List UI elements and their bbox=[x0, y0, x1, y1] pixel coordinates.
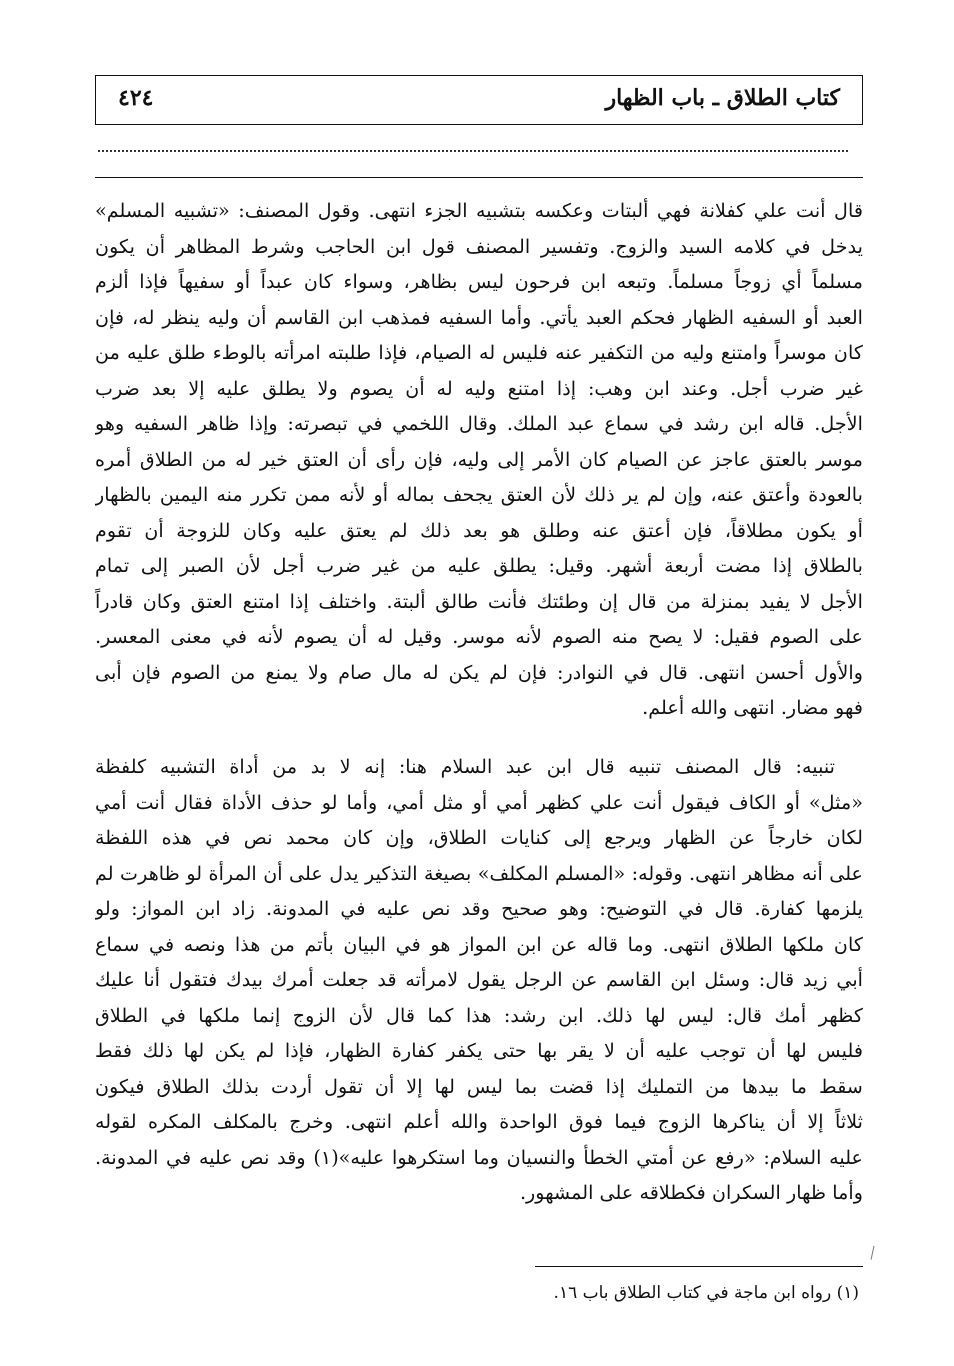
text-line: غير ضرب أجل. وعند ابن وهب: إذا امتنع وليه له أن يصوم ولا يطلق عليه إلا بعد ضرب bbox=[95, 376, 863, 400]
paragraph-sufih bbox=[95, 193, 863, 726]
text-line: قال أنت علي كفلانة فهي ألبتات وعكسه بتشبيه الجزء انتهى. وقول المصنف: «تشبيه المسلم» bbox=[95, 199, 863, 222]
footnote-rule bbox=[535, 1266, 863, 1267]
running-header bbox=[95, 75, 863, 125]
text-line: يدخل في كلامه السيد والزوج. وتفسير المصنف قول ابن الحاجب وشرط المظاهر أن يكون bbox=[95, 234, 863, 258]
text-line: أبي زيد قال: وسئل ابن القاسم عن الرجل يقول لامرأته قد جعلت أمرك بيدك فتقول أنا عليك bbox=[95, 968, 863, 991]
text-line: سقط ما بيدها من التمليك إذا قضت بما ليس لها إلا أن تقول أردت بذلك الطلاق فيكون bbox=[95, 1074, 863, 1098]
text-line: موسر بالعتق عاجز عن الصيام كان الأمر إلى وليه، فإن رأى أن العتق خير له من الطلاق أمره bbox=[95, 447, 863, 471]
text-line: الأجل. قاله ابن رشد في سماع عبد الملك. وقال اللخمي في تبصرته: وإذا ظاهر السفيه وهو bbox=[95, 412, 863, 435]
page-number: ٤٢٤ bbox=[118, 85, 154, 111]
chapter-title: كتاب الطلاق ـ باب الظهار bbox=[605, 85, 840, 111]
header-rule bbox=[95, 177, 863, 178]
text-line: فهو مضار. انتهى والله أعلم. bbox=[642, 696, 863, 719]
text-line: فليس لها أن توجب عليه أن لا يقر بها حتى يكفر كفارة الظهار، فإذا لم يكن لها ذلك فقط bbox=[95, 1039, 863, 1062]
text-line: كظهر أمك قال: ليس لها ذلك. ابن رشد: هذا كما قال لأن الزوج إنما ملكها في الطلاق bbox=[95, 1003, 863, 1027]
text-line: على أنه مظاهر انتهى. وقوله: «المسلم المكلف» بصيغة التذكير يدل على أن المرأة لو ظاهرت لم bbox=[95, 861, 863, 885]
text-line: العبد أو السفيه الظهار فحكم العبد يأتي. وأما السفيه فمذهب ابن القاسم أن وليه ينظر له، فإن bbox=[95, 305, 863, 329]
text-line: وأما ظهار السكران فكطلاقه على المشهور. bbox=[519, 1181, 863, 1204]
text-line: كان ملكها الطلاق انتهى. وما قاله عن ابن المواز هو في البيان بأتم من هذا ونصه في سماع bbox=[95, 932, 863, 956]
text-line: كان موسراً وامتنع وليه من التكفير عنه فليس له الصيام، فإذا طلبته امرأته بالوطء طلق عليه من bbox=[95, 341, 863, 364]
text-line: لكان خارجاً عن الظهار ويرجع إلى كنايات الطلاق، وإن كان محمد نص في هذه اللفظة bbox=[95, 826, 863, 849]
text-line: بالعودة وأعتق عنه، وإن لم ير ذلك لأن العتق يجحف بماله أو لأنه ممن تكرر منه اليمين بالظهار bbox=[95, 483, 863, 506]
footnote: (١) رواه ابن ماجة في كتاب الطلاق باب ١٦. bbox=[553, 1283, 859, 1303]
text-line: عليه السلام: «رفع عن أمتي الخطأ والنسيان وما استكرهوا عليه»(١) وقد نص عليه في المدونة. bbox=[95, 1145, 863, 1169]
text-line: أو يكون مطلاقاً، فإن أعتق عنه وطلق هو بعد ذلك لم يعتق عليه وكان للزوجة أن تقوم bbox=[95, 518, 863, 542]
text-line: ثلاثاً إلا أن يناكرها الزوج فيما فوق الواحدة والله أعلم انتهى. وخرج بالمكلف المكره لقوله bbox=[95, 1110, 863, 1133]
text-line: «مثل» أو الكاف فيقول أنت علي كظهر أمي أو مثل أمي، وأما لو حذف الأداة فقال أنت أمي bbox=[95, 790, 863, 814]
text-line: الأجل لا يفيد بمنزلة من قال إن وطئتك فأنت طالق ألبتة. واختلف إذا امتنع العتق وكان قادراً bbox=[95, 589, 863, 613]
dotted-separator bbox=[98, 150, 848, 152]
text-line: على الصوم فقيل: لا يصح منه الصوم لأنه موسر. وقيل له أن يصوم لأنه في معنى المعسر. bbox=[95, 625, 863, 648]
text-line: بالطلاق إذا مضت أربعة أشهر. وقيل: يطلق عليه من غير ضرب أجل لأن الصبر إلى تمام bbox=[95, 554, 863, 577]
paragraph-tanbih bbox=[95, 749, 863, 1211]
margin-mark bbox=[871, 1246, 877, 1260]
text-line: مسلماً أي زوجاً مسلماً. وتبعه ابن فرحون ليس بظاهر، وسواء كان عبداً أو سفيهاً فإذا ألزم bbox=[95, 270, 863, 293]
text-line: والأول أحسن انتهى. قال في النوادر: فإن لم يكن له مال صام ولا يمنع من الصوم فإن أبى bbox=[95, 660, 863, 684]
text-line: تنبيه: قال المصنف تنبيه قال ابن عبد السلام هنا: إنه لا بد من أداة التشبيه كلفظة bbox=[95, 755, 835, 778]
text-line: يلزمها كفارة. قال في التوضيح: وهو صحيح وقد نص عليه في المدونة. زاد ابن المواز: ولو bbox=[95, 897, 863, 920]
